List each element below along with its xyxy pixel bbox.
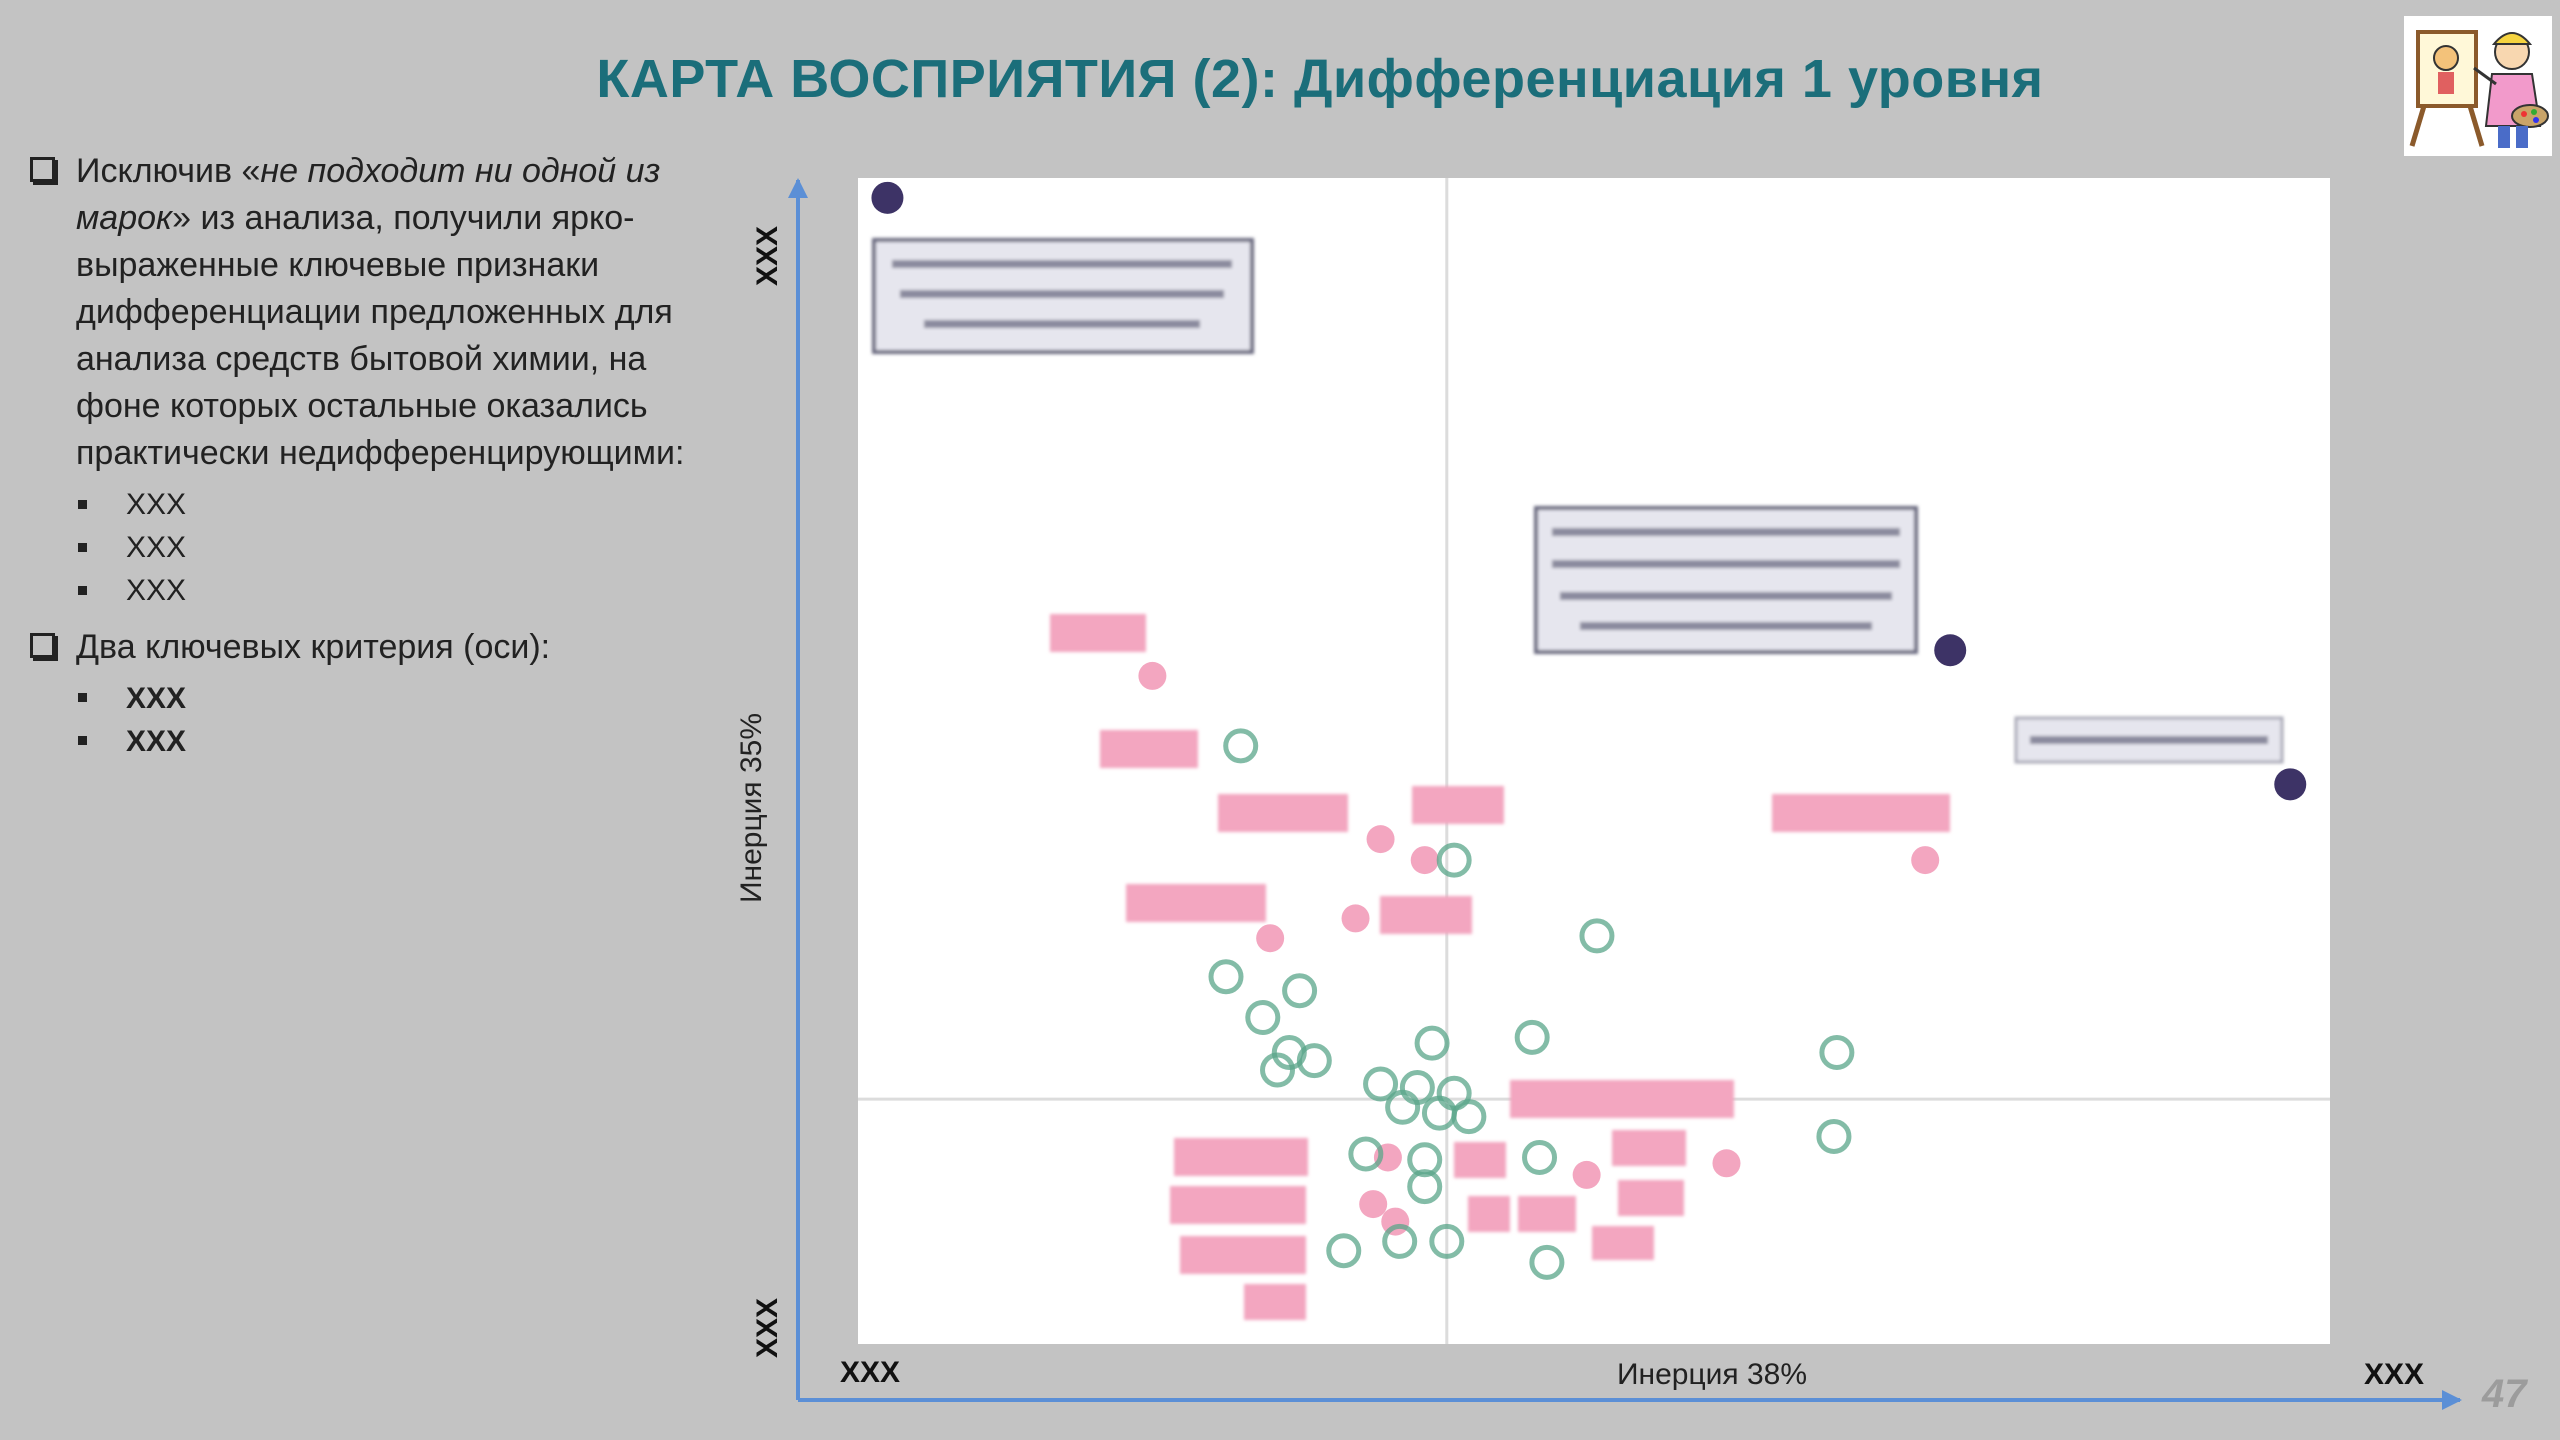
brand-point [1411,846,1439,874]
brand-label [1180,1236,1306,1274]
attribute-label-box [1536,508,1916,652]
y-axis-top-label: XXX [751,225,784,287]
brand-label [1126,884,1266,922]
bullet-emphasis: не подходит ни одной из марок [76,152,661,237]
page-number: 47 [2482,1372,2527,1416]
x-axis-right-label: XXX [2364,1358,2425,1391]
attribute-point [871,182,903,214]
brand-label [1174,1138,1308,1176]
slide-title: КАРТА ВОСПРИЯТИЯ (2): Дифференциация 1 уровня [596,49,2044,109]
attribute-label-box [2016,718,2282,762]
list-item: XXX [76,720,724,763]
list-item: XXX [76,677,724,720]
bullet-axes-text: Два ключевых критерия (оси): [76,628,551,666]
brand-point [1342,904,1370,932]
brand-point [1256,924,1284,952]
brand-label [1518,1196,1576,1232]
brand-label [1100,730,1198,768]
brand-label [1412,786,1504,824]
brand-label [1244,1284,1306,1320]
brand-point [1911,846,1939,874]
brand-label [1170,1186,1306,1224]
brand-point [1712,1149,1740,1177]
brand-label [1772,794,1950,832]
y-axis-label: Инерция 35% [735,712,768,904]
list-item: XXX [76,569,724,612]
brand-label [1380,896,1472,934]
list-item: XXX [76,483,724,526]
brand-label [1218,794,1348,832]
brand-label [1592,1226,1654,1260]
brand-label [1468,1196,1510,1232]
bullet-prefix: Исключив « [76,152,261,190]
y-axis-bottom-label: XXX [751,1297,784,1359]
x-axis-left-label: XXX [840,1356,901,1389]
brand-point [1573,1161,1601,1189]
attribute-label-box [874,240,1252,352]
attribute-point [2274,768,2306,800]
brand-point [1367,825,1395,853]
brand-label [1612,1130,1686,1166]
attribute-point [1934,634,1966,666]
brand-label [1618,1180,1684,1216]
list-item: XXX [76,526,724,569]
brand-label [1050,614,1146,652]
bullet-suffix: » из анализа, получили ярко-выраженные ключевые признаки дифференциации предложенных для анализа средств бытовой химии, на фоне которых остальные оказались практически недифференцирующими: [76,199,685,472]
brand-point [1138,662,1166,690]
brand-label [1454,1142,1506,1178]
brand-point [1359,1190,1387,1218]
brand-label [1510,1080,1734,1118]
x-axis-label: Инерция 38% [1616,1358,1808,1391]
